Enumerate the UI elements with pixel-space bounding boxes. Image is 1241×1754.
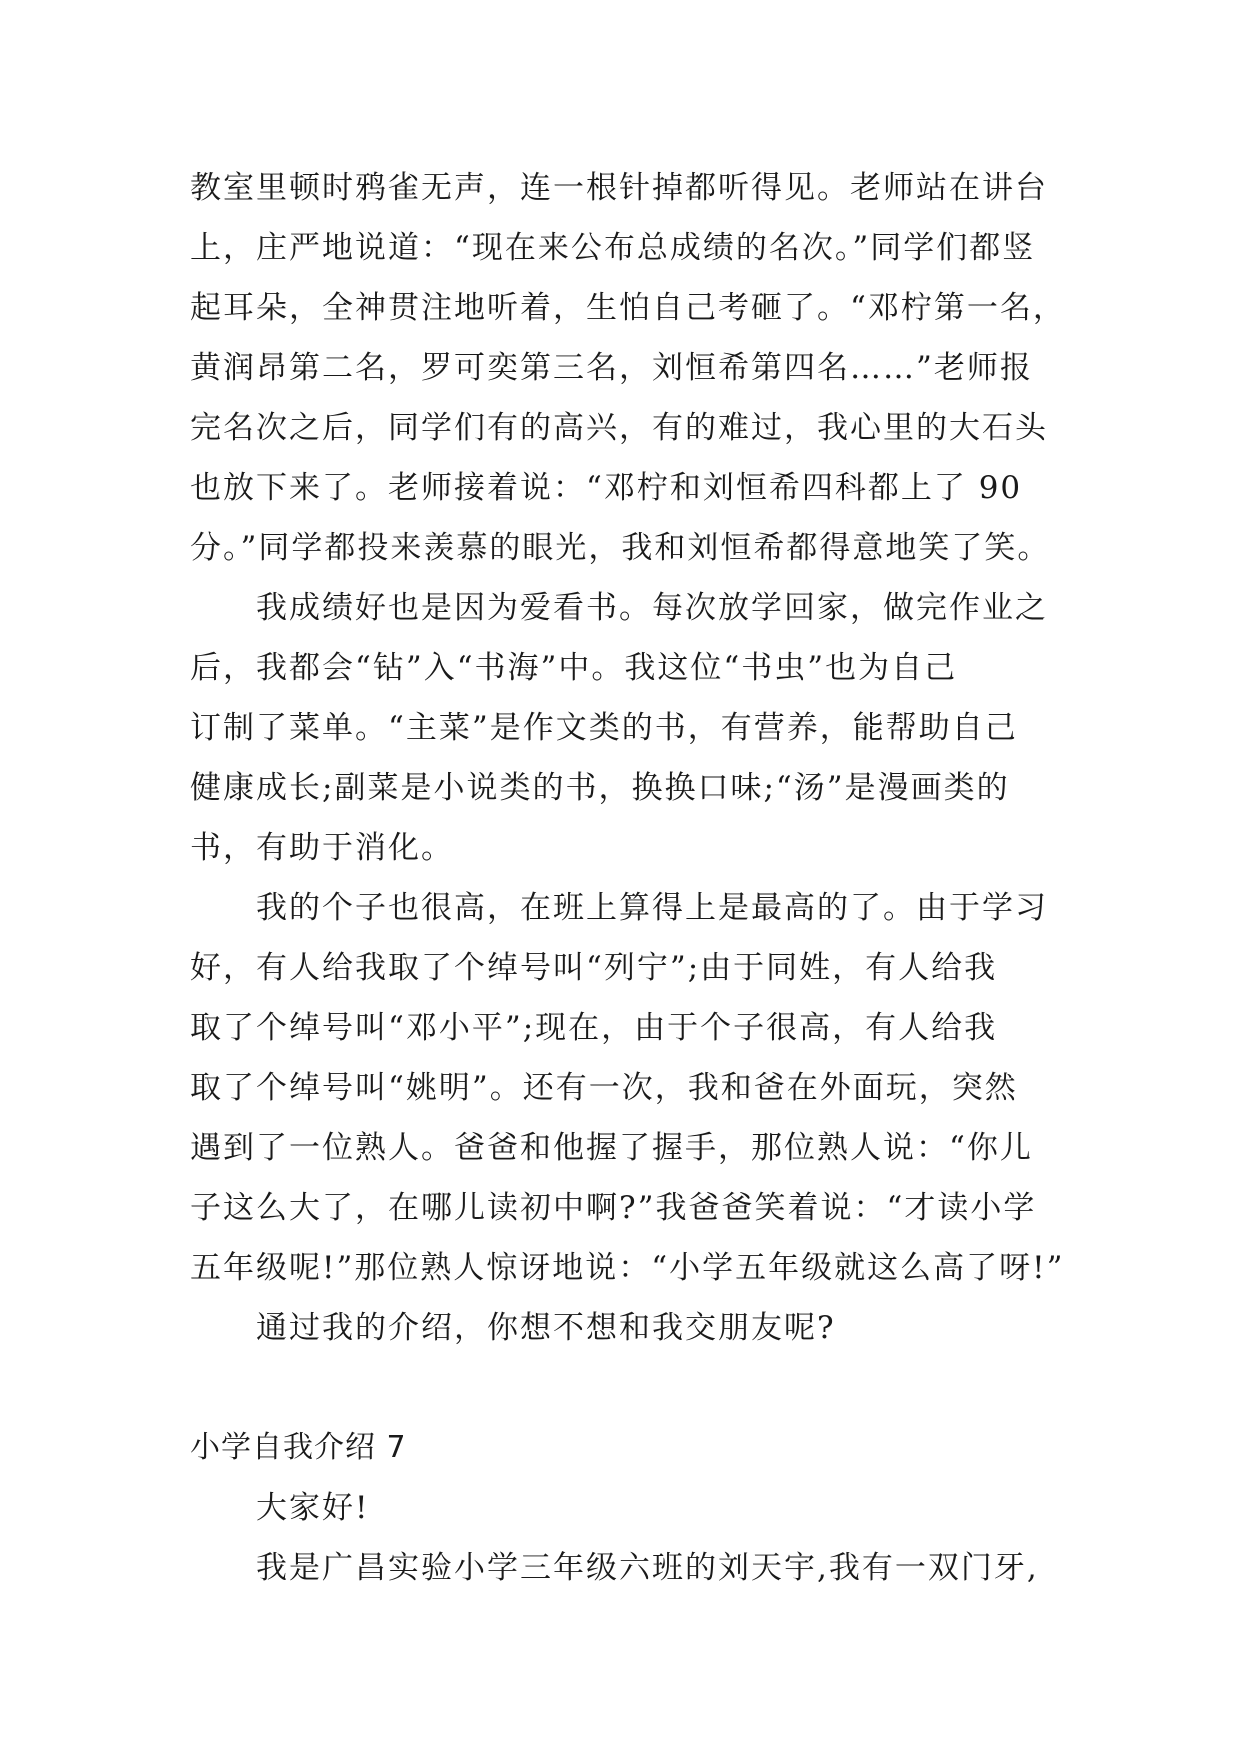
paragraph-line: 通过我的介绍，你想不想和我交朋友呢? <box>256 1310 836 1346</box>
paragraph-line: 订制了菜单。“主菜”是作文类的书，有营养，能帮助自己 <box>190 710 1018 746</box>
paragraph-line: 上，庄严地说道：“现在来公布总成绩的名次。”同学们都竖 <box>190 230 1036 266</box>
paragraph-line: 完名次之后，同学们有的高兴，有的难过，我心里的大石头 <box>190 410 1048 446</box>
greeting: 大家好! <box>256 1490 370 1526</box>
paragraph-line: 后，我都会“钻”入“书海”中。我这位“书虫”也为自己 <box>190 650 958 686</box>
paragraph-line: 也放下来了。老师接着说：“邓柠和刘恒希四科都上了 90 <box>190 470 1023 506</box>
paragraph-3 <box>190 878 1070 1298</box>
paragraph-1 <box>190 158 1070 578</box>
paragraph-line: 教室里顿时鸦雀无声，连一根针掉都听得见。老师站在讲台 <box>190 170 1048 206</box>
paragraph-line: 取了个绰号叫“邓小平”;现在，由于个子很高，有人给我 <box>190 1010 998 1046</box>
paragraph-line: 健康成长;副菜是小说类的书，换换口味;“汤”是漫画类的 <box>190 770 1010 806</box>
paragraph-4 <box>190 1298 1070 1358</box>
paragraph-line: 五年级呢!”那位熟人惊讶地说：“小学五年级就这么高了呀!” <box>190 1250 1065 1286</box>
paragraph-line: 取了个绰号叫“姚明”。还有一次，我和爸在外面玩，突然 <box>190 1070 1018 1106</box>
paragraph-line: 黄润昂第二名，罗可奕第三名，刘恒希第四名……”老师报 <box>190 350 1033 386</box>
section-heading: 小学自我介绍 7 <box>190 1430 407 1465</box>
paragraph-line: 分。”同学都投来羡慕的眼光，我和刘恒希都得意地笑了笑。 <box>190 530 1051 566</box>
paragraph-line: 我是广昌实验小学三年级六班的刘天宇,我有一双门牙, <box>256 1550 1039 1586</box>
paragraph-line: 起耳朵，全神贯注地听着，生怕自己考砸了。“邓柠第一名， <box>190 290 1066 326</box>
document-body <box>190 158 1070 1598</box>
paragraph-line: 我的个子也很高，在班上算得上是最高的了。由于学习 <box>256 890 1048 926</box>
paragraph-line: 好，有人给我取了个绰号叫“列宁”;由于同姓，有人给我 <box>190 950 998 986</box>
paragraph-line: 我成绩好也是因为爱看书。每次放学回家，做完作业之 <box>256 590 1048 626</box>
paragraph-line: 遇到了一位熟人。爸爸和他握了握手，那位熟人说：“你儿 <box>190 1130 1033 1166</box>
paragraph-line: 书，有助于消化。 <box>190 830 454 866</box>
paragraph-5 <box>190 1538 1070 1598</box>
paragraph-2 <box>190 578 1070 878</box>
section-spacer <box>190 1358 1070 1418</box>
paragraph-line: 子这么大了，在哪儿读初中啊?”我爸爸笑着说：“才读小学 <box>190 1190 1037 1226</box>
